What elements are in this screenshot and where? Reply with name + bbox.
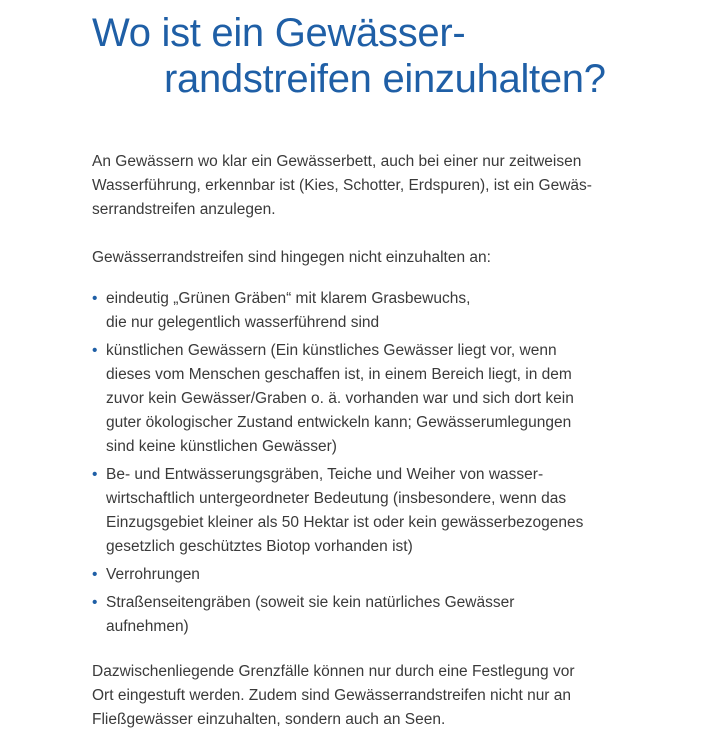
list-item-line: aufnehmen) [106, 618, 189, 635]
exceptions-list [92, 287, 702, 639]
bullet-icon: • [92, 594, 98, 611]
list-item [92, 591, 702, 639]
list-item [92, 563, 702, 587]
intro-line: serrandstreifen anzulegen. [92, 201, 276, 218]
list-item-line: Be- und Entwässerungsgräben, Teiche und Weiher von wasser- [106, 466, 544, 483]
exceptions-intro [92, 246, 702, 270]
closing-line: Fließgewässer einzuhalten, sondern auch an Seen. [92, 711, 446, 728]
title-line-1: Wo ist ein Gewässer- [92, 11, 466, 55]
list-item-line: die nur gelegentlich wasserführend sind [106, 314, 380, 331]
list-item-line: gesetzlich geschütztes Biotop vorhanden ist) [106, 538, 413, 555]
page-title [92, 10, 606, 102]
list-item-line: eindeutig „Grünen Gräben“ mit klarem Grasbewuchs, [106, 290, 471, 307]
bullet-icon: • [92, 342, 98, 359]
list-item [92, 287, 702, 335]
intro-line: Wasserführung, erkennbar ist (Kies, Schotter, Erdspuren), ist ein Gewäs- [92, 177, 592, 194]
title-line-2: randstreifen einzuhalten? [164, 57, 606, 101]
list-item-line: zuvor kein Gewässer/Graben o. ä. vorhanden war und sich dort kein [106, 390, 574, 407]
closing-line: Dazwischenliegende Grenzfälle können nur durch eine Festlegung vor [92, 663, 575, 680]
document-body [92, 150, 702, 732]
exceptions-intro-text: Gewässerrandstreifen sind hingegen nicht einzuhalten an: [92, 249, 491, 266]
list-item-line: wirtschaftlich untergeordneter Bedeutung (insbesondere, wenn das [106, 490, 567, 507]
list-item-line: Verrohrungen [106, 566, 200, 583]
list-item-line: künstlichen Gewässern (Ein künstliches Gewässer liegt vor, wenn [106, 342, 557, 359]
intro-paragraph [92, 150, 702, 222]
list-item-line: Einzugsgebiet kleiner als 50 Hektar ist oder kein gewässerbezogenes [106, 514, 584, 531]
bullet-icon: • [92, 290, 98, 307]
intro-line: An Gewässern wo klar ein Gewässerbett, auch bei einer nur zeitweisen [92, 153, 582, 170]
list-item-line: guter ökologischer Zustand entwickeln kann; Gewässerumlegungen [106, 414, 572, 431]
list-item-line: Straßenseitengräben (soweit sie kein natürliches Gewässer [106, 594, 515, 611]
bullet-icon: • [92, 466, 98, 483]
list-item [92, 339, 702, 459]
closing-line: Ort eingestuft werden. Zudem sind Gewässerrandstreifen nicht nur an [92, 687, 572, 704]
list-item-line: dieses vom Menschen geschaffen ist, in einem Bereich liegt, in dem [106, 366, 572, 383]
list-item-line: sind keine künstlichen Gewässer) [106, 438, 337, 455]
bullet-icon: • [92, 566, 98, 583]
closing-paragraph [92, 660, 702, 732]
list-item [92, 463, 702, 559]
